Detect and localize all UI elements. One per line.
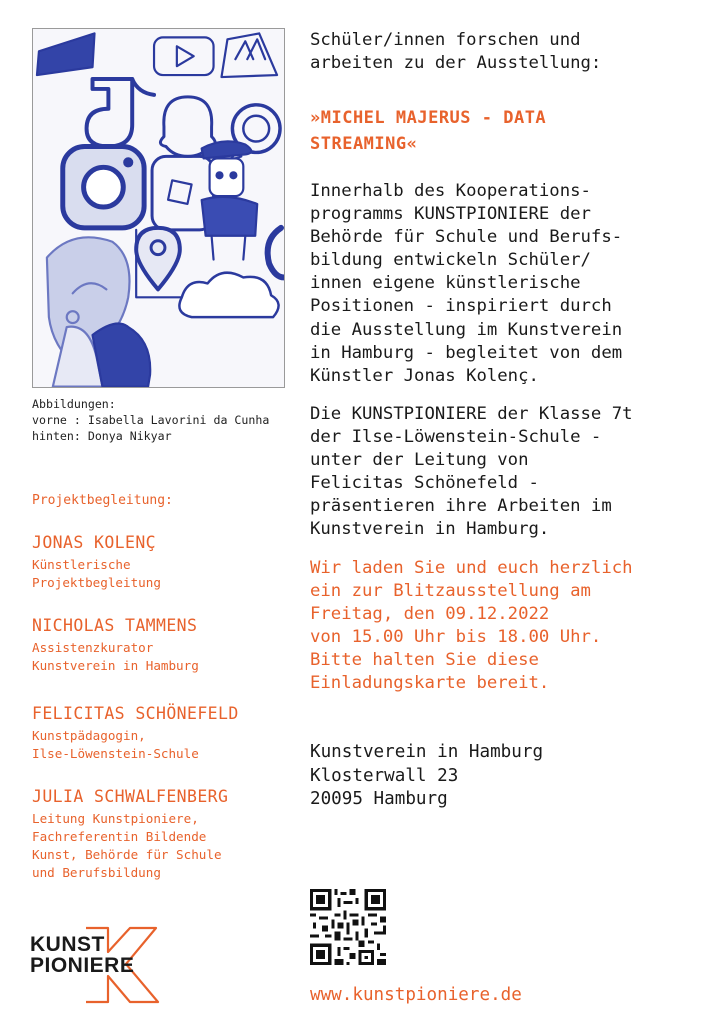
figure-drawing: [202, 141, 252, 158]
logo-line2: PIONIERE: [30, 954, 135, 977]
website-link[interactable]: www.kunstpioniere.de: [310, 985, 522, 1005]
person-role: Kunstpädagogin, Ilse-Löwenstein-Schule: [32, 728, 199, 761]
program-paragraph: Innerhalb des Kooperations- programms KUNSTPIONIERE der Behörde für Schule und Berufs- bildung entwickeln Schüler/ innen eigene künstlerische Positionen - inspiriert durch die Ausstellung im Kunstverein in Hamburg - begleitet von dem Künstler Jonas Kolenç.: [310, 181, 623, 386]
person-jonas-kolenc: [32, 533, 292, 592]
person-felicitas-schoenefeld: [32, 704, 292, 763]
person-role: Künstlerische Projektbegleitung: [32, 557, 161, 590]
address-block: Kunstverein in Hamburg Klosterwall 23 20095 Hamburg: [310, 742, 544, 809]
person-name: FELICITAS SCHÖNEFELD: [32, 704, 239, 723]
qr-code[interactable]: [310, 889, 386, 965]
person-name: JULIA SCHWALFENBERG: [32, 787, 229, 806]
person-julia-schwalfenberg: [32, 787, 292, 882]
person-name: NICHOLAS TAMMENS: [32, 616, 198, 635]
intro-text: Schüler/innen forschen und arbeiten zu der Ausstellung:: [310, 30, 602, 73]
image-credits: Abbildungen: vorne : Isabella Lavorini da Cunha hinten: Donya Nikyar: [32, 397, 270, 443]
kunstpioniere-logo: [30, 926, 162, 1004]
exhibition-title: »MICHEL MAJERUS - DATA STREAMING«: [310, 108, 547, 154]
person-nicholas-tammens: [32, 616, 292, 675]
logo-line1: KUNST: [30, 933, 105, 956]
tiktok-icon-drawing: [87, 79, 133, 146]
project-heading: Projektbegleitung:: [32, 493, 173, 508]
person-role: Assistenzkurator Kunstverein in Hamburg: [32, 640, 199, 673]
artwork-image: [32, 28, 285, 388]
play-icon-drawing: [154, 37, 214, 75]
class-paragraph: Die KUNSTPIONIERE der Klasse 7t der Ilse-Löwenstein-Schule - unter der Leitung von Felicitas Schönefeld - präsentieren ihre Arbeiten im Kunstverein in Hamburg.: [310, 404, 633, 540]
invitation-text: Wir laden Sie und euch herzlich ein zur Blitzausstellung am Freitag, den 09.12.2022 von 15.00 Uhr bis 18.00 Uhr. Bitte halten Sie diese Einladungskarte bereit.: [310, 558, 633, 694]
person-role: Leitung Kunstpioniere, Fachreferentin Bildende Kunst, Behörde für Schule und Berufsbildung: [32, 811, 222, 880]
nike-logo-drawing: [37, 33, 95, 75]
person-name: JONAS KOLENÇ: [32, 533, 157, 552]
